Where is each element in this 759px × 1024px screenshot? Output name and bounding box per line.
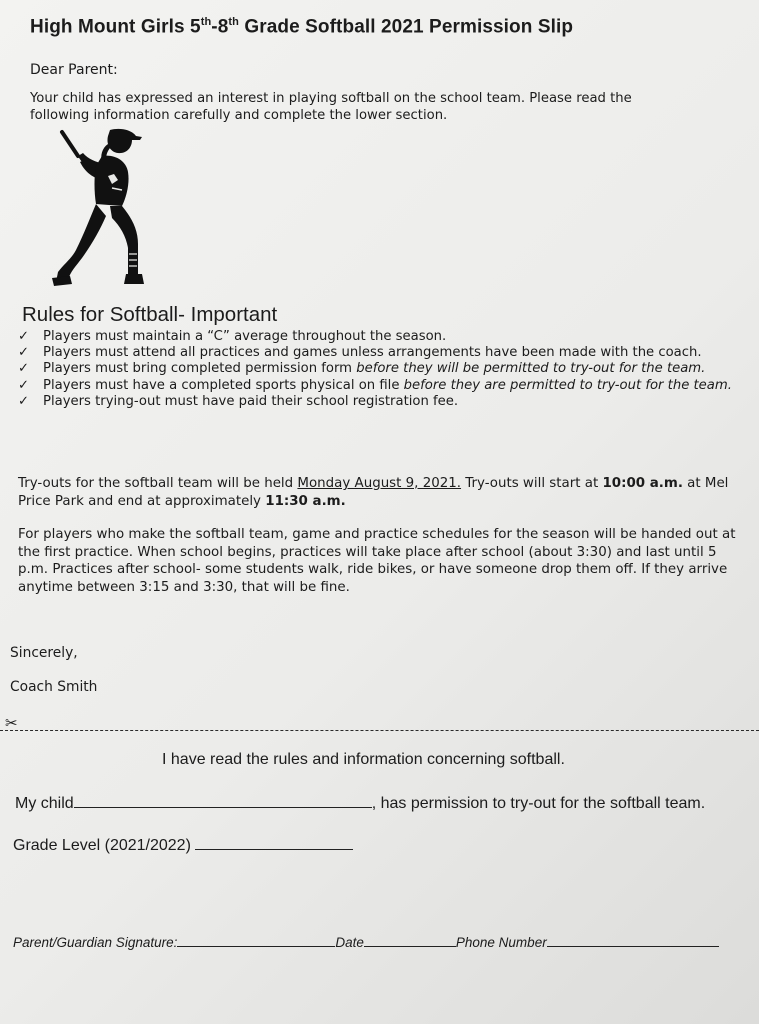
page-title	[30, 16, 573, 38]
intro-paragraph: Your child has expressed an interest in playing softball on the school team. Please read the following information carefully and complete the lower section.	[30, 91, 632, 123]
signature-line	[13, 932, 719, 950]
permission-text: , has permission to try-out for the softball team.	[371, 795, 706, 812]
tryout-start-time: 10:00 a.m.	[602, 476, 683, 491]
cut-line	[0, 730, 759, 731]
child-name-field[interactable]	[74, 793, 372, 808]
rules-list	[18, 329, 743, 410]
child-label: My child	[15, 795, 74, 812]
title-text: -8	[211, 16, 229, 38]
tryout-paragraph	[18, 475, 743, 511]
rule-item	[18, 378, 743, 394]
tryout-text: Try-outs will start at	[461, 476, 603, 491]
signature-field[interactable]	[177, 932, 335, 947]
rule-text: Players trying-out must have paid their school registration fee.	[43, 393, 459, 409]
rule-item	[18, 394, 743, 410]
rule-text: Players must attend all practices and games unless arrangements have been made with the coach.	[43, 345, 702, 361]
rule-emphasis: before they will be permitted to try-out for the team.	[356, 361, 706, 377]
checkmark-icon: ✓	[18, 329, 30, 344]
title-text: High Mount Girls 5	[30, 16, 201, 38]
grade-label: Grade Level (2021/2022)	[13, 837, 191, 854]
rule-text: Players must maintain a “C” average throughout the season.	[43, 329, 447, 344]
phone-label: Phone Number	[455, 935, 547, 950]
acknowledgement-statement: I have read the rules and information concerning softball.	[162, 751, 565, 768]
closing-sincerely: Sincerely,	[10, 645, 78, 661]
rule-emphasis: before they are permitted to try-out for the team.	[403, 377, 732, 393]
rule-text: Players must have a completed sports physical on file	[43, 377, 404, 393]
rule-item	[18, 329, 743, 345]
date-field[interactable]	[364, 932, 456, 947]
coach-name: Coach Smith	[10, 679, 98, 695]
tryout-text: at Mel Price Park and end at approximately	[18, 476, 729, 509]
scissors-icon: ✂	[5, 714, 18, 732]
checkmark-icon: ✓	[18, 377, 30, 393]
tryout-date: Monday August 9, 2021.	[297, 476, 462, 491]
title-superscript: th	[228, 16, 239, 28]
rule-item	[18, 345, 743, 361]
tryout-text: Try-outs for the softball team will be held	[18, 476, 298, 491]
tryout-end-time: 11:30 a.m.	[265, 494, 346, 509]
rules-heading: Rules for Softball- Important	[22, 303, 278, 326]
rule-text: Players must bring completed permission form	[43, 361, 357, 377]
checkmark-icon: ✓	[18, 361, 30, 377]
title-text: Grade Softball 2021 Permission Slip	[238, 16, 574, 38]
child-permission-line	[15, 793, 705, 813]
phone-field[interactable]	[547, 932, 719, 947]
checkmark-icon: ✓	[18, 345, 30, 361]
date-label: Date	[335, 935, 364, 950]
title-superscript: th	[200, 16, 212, 28]
grade-level-line	[13, 835, 353, 855]
schedule-paragraph: For players who make the softball team, game and practice schedules for the season will be handed out at the first practice. When school begins, practices will take place after school (about 3:30) and last until 5 p.m. Practices after school- some students walk, ride bikes, or have someone drop them off. If they arrive anytime between 3:15 and 3:30, that will be fine.	[18, 527, 736, 595]
signature-label: Parent/Guardian Signature:	[13, 935, 178, 950]
grade-level-field[interactable]	[195, 835, 353, 850]
checkmark-icon: ✓	[18, 393, 30, 409]
rule-item	[18, 361, 743, 377]
softball-player-icon	[50, 126, 150, 288]
greeting: Dear Parent:	[30, 62, 118, 78]
